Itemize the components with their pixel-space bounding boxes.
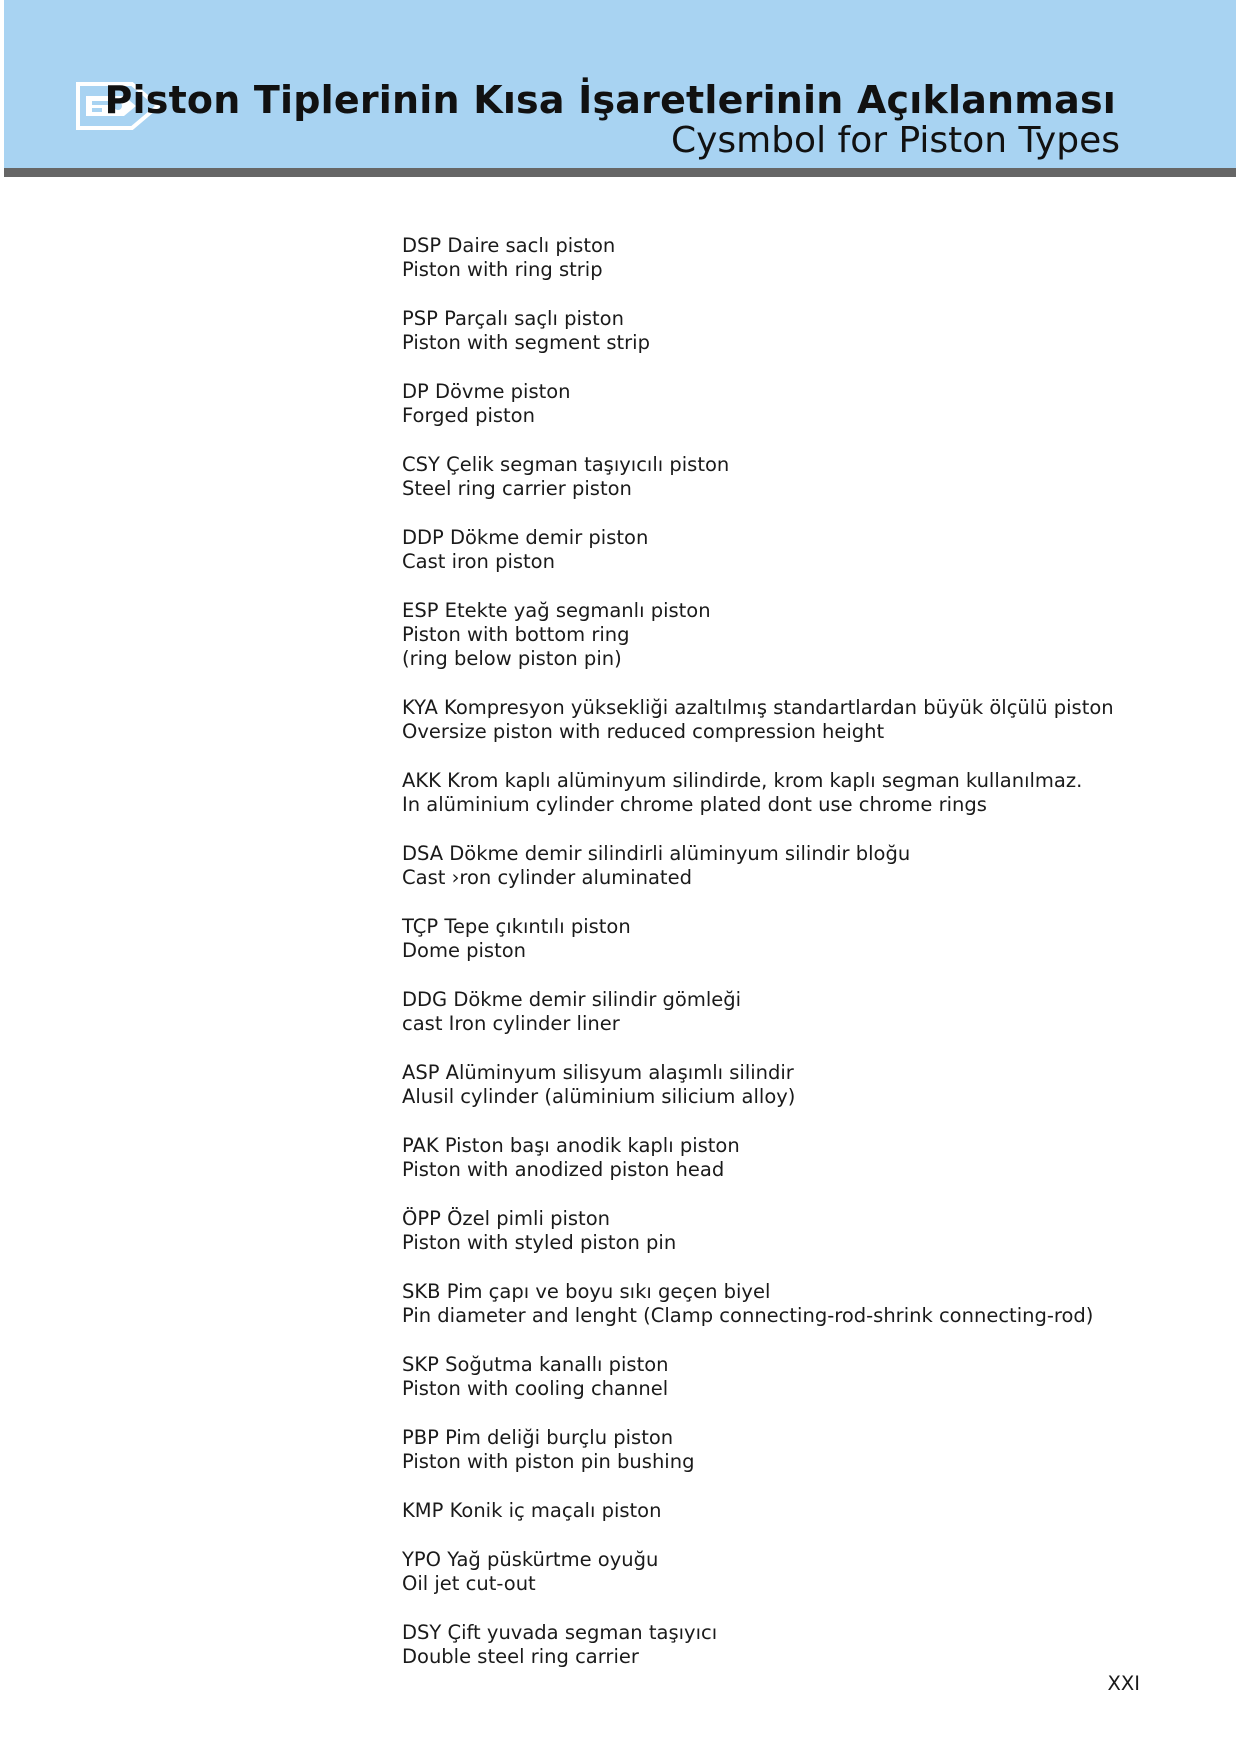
symbol-description-en: (ring below piston pin): [402, 647, 622, 670]
symbol-entry: [402, 842, 1182, 890]
symbol-code-tr: KMP Konik iç maçalı piston: [402, 1499, 662, 1522]
symbol-description-en: Oil jet cut-out: [402, 1572, 536, 1595]
symbol-description-en: Double steel ring carrier: [402, 1645, 639, 1668]
symbol-entry: [402, 696, 1182, 744]
symbol-entry: [402, 915, 1182, 963]
symbol-code-tr: KYA Kompresyon yüksekliği azaltılmış standartlardan büyük ölçülü piston: [402, 696, 1114, 719]
symbol-code-tr: ASP Alüminyum silisyum alaşımlı silindir: [402, 1061, 794, 1084]
symbol-entry: [402, 1548, 1182, 1596]
header-divider: [4, 168, 1236, 177]
symbol-entry: [402, 1207, 1182, 1255]
symbol-description-en: Oversize piston with reduced compression height: [402, 720, 885, 743]
symbol-code-tr: CSY Çelik segman taşıyıcılı piston: [402, 453, 730, 476]
symbol-entry: [402, 526, 1182, 574]
symbol-code-tr: TÇP Tepe çıkıntılı piston: [402, 915, 631, 938]
symbol-entry: [402, 1280, 1182, 1328]
symbol-description-en: Piston with bottom ring: [402, 623, 630, 646]
symbol-description-en: Cast iron piston: [402, 550, 555, 573]
symbol-code-tr: AKK Krom kaplı alüminyum silindirde, krom kaplı segman kullanılmaz.: [402, 769, 1083, 792]
symbol-description-en: Cast ›ron cylinder aluminated: [402, 866, 692, 889]
symbol-entry: [402, 1426, 1182, 1474]
symbol-description-en: In alüminium cylinder chrome plated dont use chrome rings: [402, 793, 987, 816]
symbol-entry: [402, 380, 1182, 428]
symbol-description-en: Piston with styled piston pin: [402, 1231, 677, 1254]
symbol-description-en: Piston with piston pin bushing: [402, 1450, 695, 1473]
symbol-code-tr: SKB Pim çapı ve boyu sıkı geçen biyel: [402, 1280, 771, 1303]
symbol-description-en: Piston with anodized piston head: [402, 1158, 725, 1181]
symbol-description-en: Alusil cylinder (alüminium silicium alloy): [402, 1085, 796, 1108]
symbol-entry: [402, 1061, 1182, 1109]
symbol-entry: [402, 1499, 1182, 1523]
symbol-code-tr: DP Dövme piston: [402, 380, 571, 403]
page-title: Piston Tiplerinin Kısa İşaretlerinin Açıklanması: [104, 78, 1116, 122]
symbol-entry: [402, 988, 1182, 1036]
symbol-code-tr: SKP Soğutma kanallı piston: [402, 1353, 669, 1376]
symbol-description-en: Piston with cooling channel: [402, 1377, 669, 1400]
symbol-entry: [402, 234, 1182, 282]
symbol-code-tr: ESP Etekte yağ segmanlı piston: [402, 599, 711, 622]
symbol-code-tr: DDP Dökme demir piston: [402, 526, 649, 549]
symbol-entry: [402, 1353, 1182, 1401]
symbol-code-tr: PBP Pim deliği burçlu piston: [402, 1426, 674, 1449]
symbol-description-en: Steel ring carrier piston: [402, 477, 632, 500]
symbol-code-tr: ÖPP Özel pimli piston: [402, 1207, 610, 1230]
symbol-description-en: Piston with ring strip: [402, 258, 603, 281]
symbol-entry: [402, 307, 1182, 355]
symbol-description-en: Piston with segment strip: [402, 331, 650, 354]
symbol-list: [402, 234, 1182, 1694]
symbol-entry: [402, 769, 1182, 817]
symbol-entry: [402, 599, 1182, 671]
symbol-code-tr: PSP Parçalı saçlı piston: [402, 307, 624, 330]
symbol-code-tr: DSY Çift yuvada segman taşıyıcı: [402, 1621, 718, 1644]
symbol-description-en: cast Iron cylinder liner: [402, 1012, 620, 1035]
symbol-entry: [402, 1621, 1182, 1669]
page-subtitle: Cysmbol for Piston Types: [670, 120, 1120, 161]
page-number: XXI: [1107, 1672, 1140, 1695]
symbol-entry: [402, 453, 1182, 501]
symbol-code-tr: YPO Yağ püskürtme oyuğu: [402, 1548, 659, 1571]
symbol-code-tr: PAK Piston başı anodik kaplı piston: [402, 1134, 740, 1157]
symbol-description-en: Pin diameter and lenght (Clamp connecting-rod-shrink connecting-rod): [402, 1304, 1094, 1327]
symbol-description-en: Forged piston: [402, 404, 535, 427]
symbol-description-en: Dome piston: [402, 939, 527, 962]
symbol-code-tr: DDG Dökme demir silindir gömleği: [402, 988, 742, 1011]
symbol-code-tr: DSP Daire saclı piston: [402, 234, 616, 257]
symbol-entry: [402, 1134, 1182, 1182]
symbol-code-tr: DSA Dökme demir silindirli alüminyum silindir bloğu: [402, 842, 911, 865]
